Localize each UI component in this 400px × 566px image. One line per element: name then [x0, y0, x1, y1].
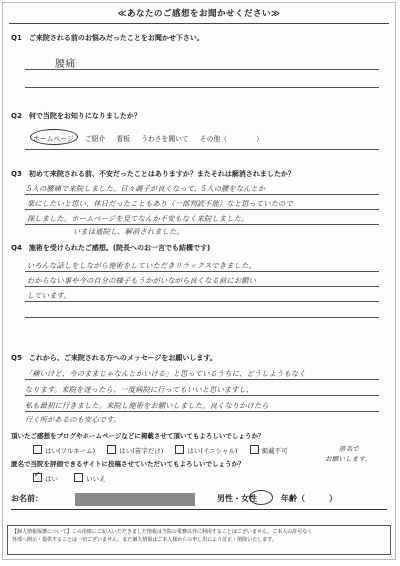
q4-answer-line-3: しています。 — [27, 291, 71, 300]
title-divider — [9, 23, 389, 24]
q5-answer-line-3: 私も最初に行きました。来院し施術をお願いしました。良くなりかけたら — [25, 401, 269, 410]
answer-line — [25, 69, 379, 70]
q5-answer-line-1: 「痛いけど、今のままじゃなんとかいける」と思っているうちに、どうしようもなく — [25, 369, 306, 378]
blog-consent-options — [33, 445, 288, 455]
q2-label: Q2 何で当院をお知りになりましたか？ — [11, 112, 141, 120]
answer-line — [25, 149, 379, 150]
checkbox-yes[interactable] — [33, 470, 42, 482]
q1-label: Q1 ご来院される前のお悩みだったことをお聞かせ下さい。 — [11, 34, 204, 42]
q5-label: Q5 これから、ご来院される方へのメッセージをお願いします。 — [11, 354, 217, 362]
q3-label: Q3 初めて来院される前、不安だったことはありますか？またそれは解消されましたか？ — [11, 170, 295, 178]
q5-answer-line-2: なります。来院を迷ったら、一度病院に行ってもいいと思いますし、 — [25, 385, 254, 394]
option-yes: はい — [45, 475, 58, 483]
q3-answer-line-4: いまは通院し、解消されました。 — [73, 227, 184, 236]
redacted-name-field — [75, 493, 195, 506]
gender-selection-circle — [249, 490, 273, 505]
q3-answer-line-2: 楽にしたいと思い、休日だったこともあり（一部判読不能）なと思っていたので — [27, 199, 293, 208]
answer-line — [25, 379, 379, 380]
answer-line — [25, 87, 379, 88]
q4-label: Q4 施術を受けられたご感想。(院長へのお一言でも結構です) — [11, 244, 211, 252]
age-label: 年齢（ ） — [281, 494, 337, 503]
q4-answer-line-2: わからない事や今の自分の様子もうかがいながら良くなる前にお願い — [27, 276, 257, 285]
selected-option-circle — [30, 129, 78, 145]
privacy-notice — [7, 525, 391, 555]
option-initials: はい(イニシャル) — [187, 447, 238, 455]
answer-line — [25, 411, 379, 412]
q2-option-rumor[interactable]: うわさを聞いて — [141, 135, 189, 143]
q4-answer-line-1: いろんな話しをしながら施術をしていただきリラックスできました。 — [27, 261, 256, 270]
survey-sheet — [2, 2, 396, 560]
answer-line — [25, 317, 379, 318]
q2-options: ホームページ ご紹介 看板 うわさを聞いて その他（ ） — [33, 135, 263, 143]
option-fullname: はい(フルネーム) — [45, 447, 96, 455]
checkbox-fullname[interactable] — [33, 445, 42, 454]
option-no: いいえ — [86, 475, 106, 483]
checkbox-no[interactable] — [74, 473, 83, 482]
privacy-notice-line-2: 外部へ開示・提供することは一切ございません。また個人情報はご本人様からの申し出により訂正・削除いたします。 — [12, 537, 277, 543]
answer-line — [25, 286, 379, 287]
answer-line — [25, 301, 379, 302]
q5-answer-line-4: 行く所があるのも安心です。 — [25, 415, 121, 424]
gender-label: 男性・女性 — [217, 494, 257, 503]
check-mark-icon: ✓ — [34, 470, 41, 479]
q2-option-signboard[interactable]: 看板 — [116, 135, 130, 143]
checkbox-initials[interactable] — [175, 445, 184, 454]
q1-answer: 腰痛 — [55, 59, 76, 70]
answer-line — [25, 271, 379, 272]
handwritten-note-1: 匿名で — [339, 445, 360, 453]
privacy-notice-line-1: 【個人情報保護について】この用紙にご記入いただきました情報は当院の業務以外に利用することはございません。ご本人の許可なく — [12, 529, 313, 535]
answer-line — [25, 224, 379, 225]
q2-option-homepage[interactable]: ホームページ — [33, 135, 74, 143]
answer-line — [25, 209, 379, 210]
answer-line — [25, 194, 379, 195]
checkbox-not-allowed[interactable] — [250, 445, 259, 454]
q2-option-referral[interactable]: ご紹介 — [84, 135, 106, 143]
name-label: お名前： — [11, 494, 43, 503]
page-title: ≪あなたのご感想をお聞かせください≫ — [117, 9, 281, 19]
q2-option-other[interactable]: その他（ — [199, 135, 228, 143]
blog-consent-label: 頂いたご感想をブログやホームページなどに掲載させて頂いてもよろしいでしょうか？ — [11, 432, 265, 440]
q3-answer-line-3: 探しました。ホームページを見てなんか不安もなく来院しました。 — [27, 214, 249, 223]
answer-line — [25, 395, 379, 396]
anonymous-review-label: 匿名で当院を評価できるサイトに投稿させていただいてもよろしいでしょうか？ — [11, 460, 245, 468]
handwritten-note-2: お願いします。 — [325, 455, 372, 463]
name-underline — [11, 509, 387, 510]
option-surname: はい(苗字だけ) — [119, 447, 164, 455]
checkbox-surname[interactable] — [107, 445, 116, 454]
anonymous-review-options — [33, 470, 106, 483]
option-not-allowed: 掲載不可 — [261, 447, 288, 455]
q3-answer-line-1: 5人の腰痛で来院しました。日々調子が良くなって、5人の腰をなんとか — [27, 184, 266, 193]
